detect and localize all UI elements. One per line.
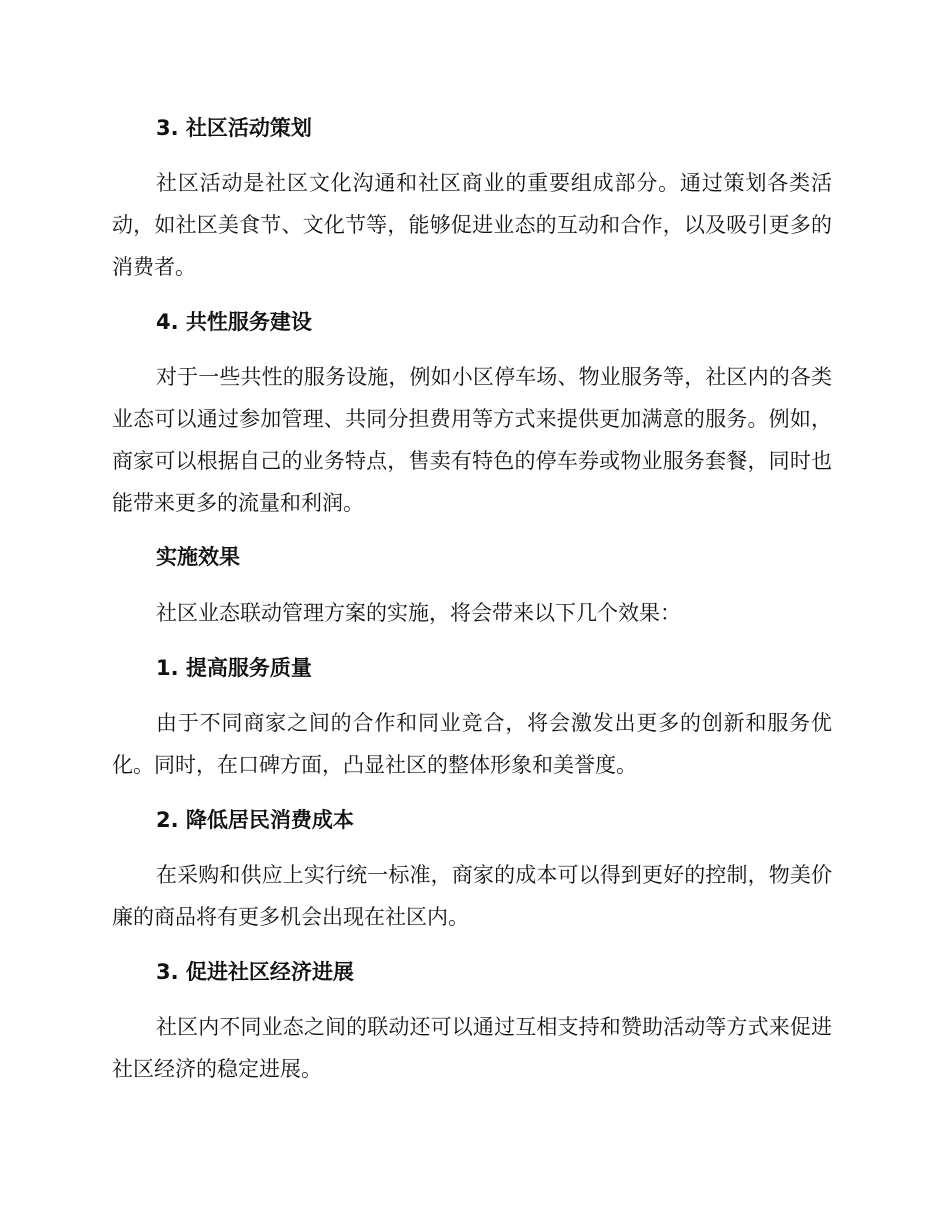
paragraph-effects-intro: 社区业态联动管理方案的实施，将会带来以下几个效果： [156,601,681,625]
section-title-effects: 实施效果 [156,545,240,569]
paragraph-service-quality: 由于不同商家之间的合作和同业竞合，将会激发出更多的创新和服务优化。同时，在口碑方面，凸显社区的整体形象和美誉度。 [112,711,832,777]
paragraph-community-economy: 社区内不同业态之间的联动还可以通过互相支持和赞助活动等方式来促进社区经济的稳定进展。 [112,1015,832,1081]
paragraph-consumer-cost: 在采购和供应上实行统一标准，商家的成本可以得到更好的控制，物美价廉的商品将有更多机会出现在社区内。 [112,863,832,929]
paragraph-activity-planning: 社区活动是社区文化沟通和社区商业的重要组成部分。通过策划各类活动，如社区美食节、文化节等，能够促进业态的互动和合作，以及吸引更多的消费者。 [112,171,832,279]
effect-title-consumer-cost: 2. 降低居民消费成本 [156,808,354,832]
section-title-shared-service: 4. 共性服务建设 [156,310,312,334]
effect-title-community-economy: 3. 促进社区经济进展 [156,960,354,984]
effect-title-service-quality: 1. 提高服务质量 [156,656,312,680]
paragraph-shared-service: 对于一些共性的服务设施，例如小区停车场、物业服务等，社区内的各类业态可以通过参加管理、共同分担费用等方式来提供更加满意的服务。例如，商家可以根据自己的业务特点，售卖有特色的停车券或物业服务套餐，同时也能带来更多的流量和利润。 [112,365,832,515]
section-title-activity-planning: 3. 社区活动策划 [156,116,312,140]
